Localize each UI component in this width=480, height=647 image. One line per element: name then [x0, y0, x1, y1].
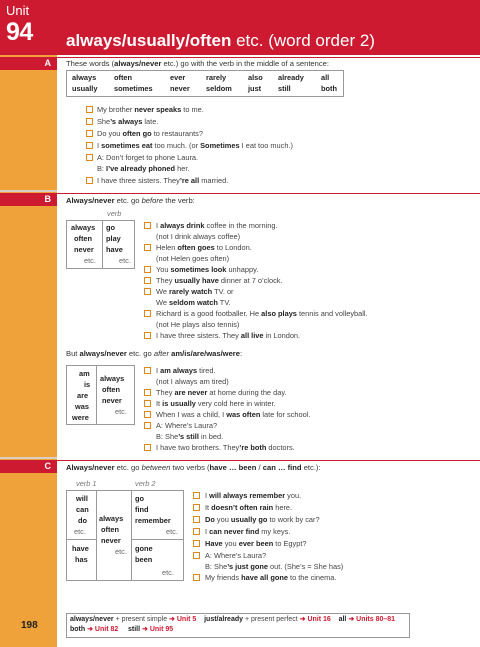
example-b2-2: They are never at home during the day.	[156, 388, 287, 397]
verb-label: verb	[107, 209, 122, 218]
word-table-cell: often	[114, 73, 133, 82]
example-checkbox	[144, 310, 151, 317]
table-cell: were	[72, 413, 89, 422]
table-cell: play	[106, 234, 121, 243]
table-cell: was	[75, 402, 89, 411]
example-b2-5b: B: She’s still in bed.	[156, 432, 224, 441]
example-c-6a: A: Where’s Laura?	[205, 551, 267, 560]
table-cell: has	[75, 555, 88, 564]
table-cell: find	[135, 505, 149, 514]
example-b2-3: It is usually very cold here in winter.	[156, 399, 276, 408]
example-a-5b: B: I’ve already phoned her.	[97, 164, 190, 173]
word-table-cell: also	[248, 73, 263, 82]
table-cell: been	[135, 555, 153, 564]
example-b2-5a: A: Where’s Laura?	[156, 421, 218, 430]
example-b-1: I always drink coffee in the morning.	[156, 221, 278, 230]
example-checkbox	[144, 266, 151, 273]
example-checkbox	[86, 177, 93, 184]
example-b-6: Richard is a good footballer. He also plays tennis and volleyball.	[156, 309, 368, 318]
table-divider	[66, 539, 96, 540]
section-label-a: A	[0, 57, 57, 70]
table-cell: have	[72, 544, 89, 553]
cross-ref[interactable]: always/never + present simple ➜ Unit 5	[70, 616, 197, 623]
sidebar-divider	[0, 190, 57, 192]
table-cell: will	[76, 494, 88, 503]
word-table-cell: rarely	[206, 73, 227, 82]
word-table-cell: ever	[170, 73, 186, 82]
example-b-5: We rarely watch TV. or	[156, 287, 234, 296]
table-cell: are	[77, 391, 89, 400]
unit-label: Unit	[6, 3, 30, 18]
table-cell: etc.	[119, 256, 131, 265]
example-checkbox	[144, 222, 151, 229]
example-checkbox	[86, 142, 93, 149]
example-checkbox	[193, 516, 200, 523]
example-checkbox	[193, 528, 200, 535]
example-a-1: My brother never speaks to me.	[97, 105, 204, 114]
example-c-4: I can never find my keys.	[205, 527, 291, 536]
example-a-2: She’s always late.	[97, 117, 159, 126]
table-cell: never	[74, 245, 94, 254]
cross-ref[interactable]: all ➜ Units 80–81	[338, 616, 396, 623]
word-table-cell: seldom	[206, 84, 232, 93]
sidebar-divider	[0, 457, 57, 459]
example-c-1: I will always remember you.	[205, 491, 302, 500]
table-divider	[96, 490, 97, 581]
table-cell: never	[101, 536, 121, 545]
example-checkbox	[144, 400, 151, 407]
word-table-cell: still	[278, 84, 291, 93]
table-cell: etc.	[115, 407, 127, 416]
example-a-5a: A: Don’t forget to phone Laura.	[97, 153, 199, 162]
example-b2-1-note: (not I always am tired)	[156, 377, 229, 386]
example-checkbox	[144, 411, 151, 418]
page-title: always/usually/often etc. (word order 2)	[66, 31, 375, 50]
section-c-heading: Always/never etc. go between two verbs (have … been / can … find etc.):	[66, 463, 321, 472]
example-checkbox	[193, 574, 200, 581]
example-checkbox	[86, 106, 93, 113]
table-cell: etc.	[162, 568, 174, 577]
table-cell: go	[106, 223, 116, 232]
page-number: 198	[21, 620, 38, 631]
example-c-3: Do you usually go to work by car?	[205, 515, 320, 524]
table-cell: always	[71, 223, 96, 232]
table-cell: gone	[135, 544, 153, 553]
cross-ref[interactable]: both ➜ Unit 82	[70, 626, 119, 633]
table-divider	[102, 220, 103, 269]
table-cell: etc.	[115, 547, 127, 556]
table-cell: have	[106, 245, 123, 254]
table-cell: often	[74, 234, 93, 243]
word-table-cell: both	[321, 84, 338, 93]
section-label-c: C	[0, 460, 57, 473]
cross-ref[interactable]: still ➜ Unit 95	[128, 626, 174, 633]
word-table-cell: already	[278, 73, 304, 82]
example-checkbox	[144, 444, 151, 451]
table-cell: always	[100, 374, 125, 383]
table-cell: am	[79, 369, 90, 378]
unit-number: 94	[6, 18, 33, 46]
verb-2-label: verb 2	[135, 479, 156, 488]
table-cell: etc.	[74, 527, 86, 536]
example-b-5b: We seldom watch TV.	[156, 298, 231, 307]
example-a-4: I sometimes eat too much. (or Sometimes I eat too much.)	[97, 141, 293, 150]
example-c-2: It doesn’t often rain here.	[205, 503, 293, 512]
example-c-7: My friends have all gone to the cinema.	[205, 573, 337, 582]
table-divider	[131, 490, 132, 581]
example-checkbox	[86, 130, 93, 137]
cross-ref[interactable]: just/already + present perfect ➜ Unit 16	[204, 616, 331, 623]
sidebar	[0, 0, 57, 647]
section-rule	[57, 460, 480, 461]
example-checkbox	[193, 552, 200, 559]
example-b-1-note: (not I drink always coffee)	[156, 232, 241, 241]
example-b2-6: I have two brothers. They’re both doctors.	[156, 443, 295, 452]
example-b2-1: I am always tired.	[156, 366, 216, 375]
example-checkbox	[144, 332, 151, 339]
word-table-cell: all	[321, 73, 330, 82]
example-checkbox	[144, 422, 151, 429]
example-b-6-note: (not He plays also tennis)	[156, 320, 240, 329]
example-b-3: You sometimes look unhappy.	[156, 265, 259, 274]
table-cell: do	[78, 516, 88, 525]
table-cell: etc.	[166, 527, 178, 536]
section-label-b: B	[0, 193, 57, 206]
example-c-5: Have you ever been to Egypt?	[205, 539, 307, 548]
example-a-6: I have three sisters. They’re all married.	[97, 176, 229, 185]
example-a-3: Do you often go to restaurants?	[97, 129, 203, 138]
example-c-6b: B: She’s just gone out. (She’s = She has)	[205, 562, 344, 571]
cross-ref-line-2	[70, 625, 173, 635]
example-checkbox	[86, 118, 93, 125]
example-checkbox	[144, 389, 151, 396]
word-table-cell: usually	[72, 84, 98, 93]
table-divider	[96, 365, 97, 425]
table-cell: go	[135, 494, 145, 503]
example-b-4: They usually have dinner at 7 o’clock.	[156, 276, 283, 285]
example-b-2-note: (not Helen goes often)	[156, 254, 230, 263]
word-table-cell: just	[248, 84, 262, 93]
example-checkbox	[86, 154, 93, 161]
table-cell: often	[101, 525, 120, 534]
word-table-cell: sometimes	[114, 84, 153, 93]
word-table-cell: never	[170, 84, 190, 93]
cross-ref-line-1	[70, 615, 395, 625]
section-b-heading-2: But always/never etc. go after am/is/are/was/were:	[66, 349, 243, 358]
example-b-2: Helen often goes to London.	[156, 243, 252, 252]
example-checkbox	[144, 244, 151, 251]
table-cell: can	[76, 505, 89, 514]
table-cell: etc.	[84, 256, 96, 265]
example-b-7: I have three sisters. They all live in London.	[156, 331, 301, 340]
verb-1-label: verb 1	[76, 479, 97, 488]
section-a-intro: These words (always/never etc.) go with the verb in the middle of a sentence:	[66, 59, 329, 68]
section-b-heading: Always/never etc. go before the verb:	[66, 196, 195, 205]
section-rule	[57, 193, 480, 194]
table-cell: often	[102, 385, 121, 394]
table-divider	[131, 539, 184, 540]
word-table-cell: always	[72, 73, 97, 82]
example-checkbox	[144, 367, 151, 374]
example-checkbox	[193, 492, 200, 499]
table-cell: always	[99, 514, 124, 523]
example-checkbox	[193, 540, 200, 547]
table-cell: never	[102, 396, 122, 405]
example-checkbox	[144, 288, 151, 295]
table-cell: is	[84, 380, 91, 389]
table-cell: remember	[135, 516, 171, 525]
example-b2-4: When I was a child, I was often late for school.	[156, 410, 311, 419]
example-checkbox	[144, 277, 151, 284]
example-checkbox	[193, 504, 200, 511]
